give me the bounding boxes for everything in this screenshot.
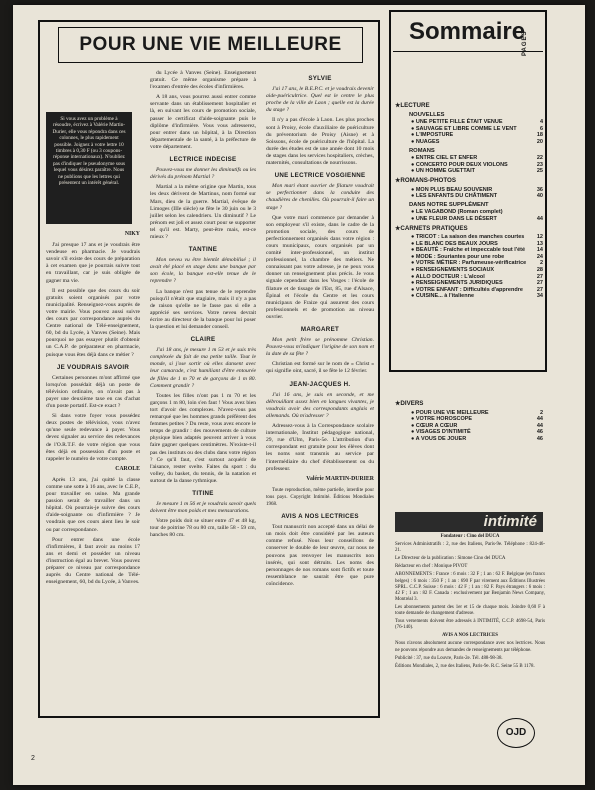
toc-entry-label: ● MON PLUS BEAU SOUVENIR xyxy=(411,186,493,193)
paragraph: Certaines personnes m'ont affirmé que lorsqu'on possédait déjà un poste de télévision ordinaire, on n'avait pas à payer une deuxième taxe en cas d'achat d'un poste portatif. Est-ce exact ? xyxy=(46,374,140,410)
toc-entry-label: ● L'IMPOSTURE xyxy=(411,132,454,139)
letter-heading: UNE LECTRICE VOSGIENNE xyxy=(274,172,366,180)
masthead-line: Les abonnements partent des 1er et 15 de chaque mois. Joindre 0,60 F à toute demande de changement d'adresse. xyxy=(395,604,545,617)
letter-heading: SYLVIE xyxy=(308,75,332,82)
toc-entry-label: ● VOTRE MÉTIER : Parfumeuse-vérificatrice xyxy=(411,260,527,267)
toc-entry-label: ● LE BLANC DES BEAUX JOURS xyxy=(411,240,498,247)
toc-entry xyxy=(395,209,543,216)
pages-label: PAGES xyxy=(522,30,528,56)
toc-entry-label: ● NUAGES xyxy=(411,138,440,145)
paragraph: Toutes les filles n'ont pas 1 m 70 et les garçons 1 m 80, loin s'en faut ! Vous avez bien tort d'avoir des complexes. N'avez-vous pas remarqué que les hommes grands préfèrent des femmes petites ? Du reste, vous avez encore le temps de grandir : des mouvements de culture physique bien adaptés peuvent arriver à vous faire gagner quelques centimètres. N'existe-t-il pas des instituts ou des clubs dans votre région ? Ce qu'il faut, c'est surtout acquérir de l'aisance, rester svelte. Faites du sport : du volley, du basket, du tennis, de la natation et surtout de la danse rythmique. xyxy=(150,392,256,484)
toc-entry-page: 46 xyxy=(536,435,543,442)
table-of-contents xyxy=(395,100,543,300)
toc-entry xyxy=(395,119,543,126)
toc-entry-page: 6 xyxy=(539,125,543,132)
intro-box: Si vous avez un problème à résoudre, écrivez à Valérie Martin-Durier, elle vous répondra dans ces colonnes, le plus rapidement possible. Joignez à votre lettre 10 timbres à 0,30 F (ou 3 coupons-réponse internationaux). N'oubliez pas d'indiquer le pseudonyme sous lequel vous désirez paraître. Nous ne publions que les lettres qui présentent un intérêt général. xyxy=(46,112,132,224)
toc-entry xyxy=(395,162,543,169)
letter-heading: TITINE xyxy=(192,489,214,497)
toc-entry xyxy=(395,132,543,139)
toc-entry-page: 44 xyxy=(536,215,543,222)
letter-heading: JEAN-JACQUES H. xyxy=(289,380,351,388)
ojd-logo: OJD xyxy=(497,718,535,748)
toc-entry-label: ● VOTRE ENFANT : Difficultés d'apprendre xyxy=(411,286,523,293)
masthead-line: Services Administratifs : 2, rue des Italiens, Paris-9e. Téléphone : 824-46-21. xyxy=(395,542,545,554)
paragraph: du Lycée à Vanves (Seine). Enseignement gratuit. Ce même organisme prépare à l'examen d'entrée des écoles d'infirmières. xyxy=(150,70,256,91)
toc-entry-label: ● VOTRE HOROSCOPE xyxy=(411,416,473,423)
masthead-line: Tous versements doivent être adressés à INTIMITÉ, C.C.P. 4698-54, Paris (76-140). xyxy=(395,619,545,631)
toc-entry-page: 13 xyxy=(536,240,543,247)
toc-entry xyxy=(395,216,543,223)
masthead-line: Rédacteur en chef : Monique PIVOT xyxy=(395,564,468,570)
toc-entry-page xyxy=(531,209,543,216)
toc-entry-page: 34 xyxy=(536,293,543,300)
toc-entry-page: 22 xyxy=(536,155,543,162)
toc-entry xyxy=(395,436,543,443)
toc-entry xyxy=(395,267,543,274)
paragraph: Mon petit frère se prénomme Christian. Pouvez-vous m'indiquer l'origine de son nom et la date de sa fête ? xyxy=(266,337,374,358)
toc-entry xyxy=(395,193,543,200)
toc-entry-page: 4 xyxy=(539,119,543,126)
toc-entry-label: ● CŒUR A CŒUR xyxy=(411,422,458,429)
toc-entry-label: ● UNE PETITE FILLE ÉTAIT VENUE xyxy=(411,119,503,126)
masthead-line: Nous n'avons absolument aucune correspondance avec nos lectrices. Nous ne pouvons répondre aux demandes de renseignements par téléphone. xyxy=(395,641,545,653)
toc-entry-page: 44 xyxy=(536,416,543,423)
toc-entry-page: 2 xyxy=(539,409,543,416)
toc-entry xyxy=(395,416,543,423)
signature: Valérie MARTIN-DURIER xyxy=(306,475,374,482)
toc-entry xyxy=(395,280,543,287)
section-lecture: ★ LECTURE xyxy=(395,103,543,110)
text-column-1 xyxy=(46,229,140,589)
toc-entry-label: ● CONCERTO POUR DEUX VIOLONS xyxy=(411,161,508,168)
table-of-contents-divers xyxy=(395,398,543,443)
toc-entry-page: 23 xyxy=(536,161,543,168)
section-romans-photos: ★ ROMANS-PHOTOS xyxy=(395,178,543,185)
toc-entry-label: ● MODE : Souriantes pour une robe xyxy=(411,253,505,260)
paragraph: Mon mari étant ouvrier de filature voudrait se perfectionner dans la conduite des chaudières de chenilles. Où pourrait-il faire un stage ? xyxy=(266,183,374,211)
masthead-line: Éditions Mondiales, 2, rue des Italiens, Paris-9e. R.C. Seine 55 B 1178. xyxy=(395,663,535,669)
paragraph: Mon neveu vu être bientôt démobilisé ; il avait été placé en stage dans une banque par son école, la banque est-elle tenue de le reprendre ? xyxy=(150,257,256,285)
toc-entry xyxy=(395,126,543,133)
masthead-logo: intimité xyxy=(395,512,543,532)
masthead-line: Fondateur : Cino del DUCA xyxy=(440,534,500,539)
toc-entry-page: 36 xyxy=(536,186,543,193)
paragraph: Votre poids doit se situer entre 47 et 48 kg, tour de poitrine 78 ou 80 cm, taille 58 - 59 cm, hanches 80 cm. xyxy=(150,518,256,539)
toc-entry xyxy=(395,293,543,300)
sommaire-title: Sommaire xyxy=(393,13,543,52)
toc-entry xyxy=(395,260,543,267)
toc-entry-page: 44 xyxy=(536,422,543,429)
paragraph: Il est possible que des cours du soir gratuits soient organisés par votre municipalité. Renseignez-vous auprès de votre mairie. Vous pouvez aussi suivre des cours par correspondance auprès du Centre national de Télé-enseignement, 60, bd du Lycée, à Vanves (Seine). Mais pourquoi ne pas essayer plutôt d'obtenir un C.A.P. de préparateur en pharmacie, puisque vous êtes déjà dans ce métier ? xyxy=(46,287,140,358)
toc-entry-page: 27 xyxy=(536,280,543,287)
toc-entry-page: 14 xyxy=(536,247,543,254)
paragraph: La banque n'est pas tenue de le reprendre puisqu'il n'était que stagiaire, mais il n'y a pas de raison qu'elle ne le fasse pas si elle a apprécié ses services. Votre neveu devrait écrire au directeur de la banque pour lui poser la question et lui demander conseil. xyxy=(150,288,256,330)
toc-entry-page: 2 xyxy=(539,260,543,267)
toc-entry-label: ● TRICOT : La saison des manches courtes xyxy=(411,234,525,241)
toc-entry-label: ● ENTRE CIEL ET ENFER xyxy=(411,155,478,162)
paragraph: Il n'y a pas d'école à Laon. Les plus proches sont à Proisy, école d'auxiliaire de puériculture du préventorium de Proisy (Aisne) et à Soissons, école de puériculture de l'hôpital. La durée des études est de une année dont 10 mois de stages dans les services hospitaliers, crèches, maternités, consultations de nourrissons. xyxy=(266,117,374,167)
masthead-line: Publicité : 37, rue du Louvre, Paris-2e. Tél. 488-98-38. xyxy=(395,655,503,661)
toc-entry-label: ● ALLO DOCTEUR : L'alcool xyxy=(411,273,485,280)
paragraph: Je mesure 1 m 56 et je voudrais savoir quels doivent être mon poids et mes mensurations. xyxy=(150,501,256,515)
signature: CAROLE xyxy=(115,465,140,472)
toc-entry-page: 46 xyxy=(536,429,543,436)
letter-heading: CLAIRE xyxy=(190,336,216,344)
toc-entry-label: ● SAUVAGE ET LIBRE COMME LE VENT xyxy=(411,125,517,132)
paragraph: Pouvez-vous me donner les diminutifs ou les dérivés du prénom Martial ? xyxy=(150,167,256,181)
paragraph: Pour entrer dans une école d'infirmières, il faut avoir au moins 17 ans et demi et posséder un niveau d'instruction égal au brevet. Vous pouvez préparer ce niveau par correspondance auprès du Centre national de Télé-enseignement, 60, bd du Lycée, à Vanves. xyxy=(46,536,140,586)
toc-entry-label: ● A VOUS DE JOUER xyxy=(411,435,467,442)
paragraph: J'ai presque 17 ans et je voudrais être vendeuse en pharmacie. Je voudrais savoir s'il existe des cours de préparation à cet examen que je pourrais suivre tout en travaillant, car je suis obligée de gagner ma vie. xyxy=(46,242,140,284)
toc-entry-page: 18 xyxy=(536,132,543,139)
paragraph: A 18 ans, vous pourrez aussi entrer comme servante dans un établissement hospitalier et là, en suivant les cours de promotion sociale, passer le certificat d'aide-soignante puis le diplôme d'infirmière. Vous vous adresserez, pour entrer dans un hôpital, à la Direction départementale de la santé, à la préfecture de votre département. xyxy=(150,94,256,150)
toc-entry-label: ● RENSEIGNEMENTS SOCIAUX xyxy=(411,267,495,274)
paragraph: Adressez-vous à la Correspondance scolaire internationale, Institut pédagogique national, 29, rue d'Ulm, Paris-5e. L'attribution d'un correspondant est gratuite pour les élèves dont les noms sont transmis au service par l'intermédiaire du chef d'établissement ou du professeur. xyxy=(266,423,374,472)
toc-entry-label: ● VISAGES D'INTIMITÉ xyxy=(411,429,471,436)
toc-entry-label: ● UN HOMME GUETTAIT xyxy=(411,168,476,175)
subsection-supplement: DANS NOTRE SUPPLÉMENT xyxy=(409,201,489,208)
letter-heading: AVIS A NOS LECTRICES xyxy=(281,513,359,521)
letter-heading: TANTINE xyxy=(188,246,218,254)
paragraph: Si dans votre foyer vous possédez deux postes de télévision, vous n'avez qu'une seule redevance à payer. Vous devez signaler au service des redevances de l'O.R.T.F. de votre région que vous êtes déjà en possession d'un poste et rappeler le numéro de votre compte. xyxy=(46,413,140,462)
paragraph: J'ai 17 ans, le B.E.P.C. et je voudrais devenir aide-puéricultrice. Quel est le centre le plus proche de la ville de Laon ; quelle est la durée du stage ? xyxy=(266,86,374,114)
toc-entry xyxy=(395,410,543,417)
section-carnets: ★ CARNETS PRATIQUES xyxy=(395,226,543,233)
copyright-note: Toute reproduction, même partielle, interdite pour tous pays. Copyright Intimité. Éditions Mondiales 1968. xyxy=(266,487,374,507)
masthead-line: ABONNEMENTS : France : 6 mois : 32 F ; 1 an : 62 F. Belgique (en francs belges) : 6 mois : 350 F ; 1 an : 690 F par virement aux Éditions Illustrées SPRL. C.C.P. Suisse : 6 mois : 42 F ; 1 an : 82 F. Pays étrangers : 6 mois : 42 F ; 1 an : 82 F. Canada : exclusivement par Benjamin News Company, Montréal 3. xyxy=(395,572,545,602)
toc-entry xyxy=(395,429,543,436)
masthead-text xyxy=(395,534,545,672)
toc-entry-label: ● BEAUTÉ : Fraîche et impeccable tout l'été xyxy=(411,247,526,254)
toc-entry-label: ● LES ENFANTS DU CHÂTIMENT xyxy=(411,193,498,200)
letter-heading: JE VOUDRAIS SAVOIR xyxy=(56,363,130,371)
toc-entry xyxy=(395,168,543,175)
page-title: POUR UNE VIE MEILLEURE xyxy=(58,27,363,63)
toc-entry-label: ● UNE FLEUR DANS LE DÉSERT xyxy=(411,215,497,222)
paragraph: J'ai 16 ans, je suis en seconde, et me débrouillant assez bien en langues vivantes, je voudrais avoir des correspondants anglais et allemands. Où m'adresser ? xyxy=(266,391,374,419)
toc-entry-page: 20 xyxy=(536,138,543,145)
paragraph: Que votre mari commence par demander à son employeur s'il existe, dans le cadre de la promotion sociale, des cours de perfectionnement organisés dans votre région : cours municipaux, cours organisés par un comité inter-professionnel, un institut professionnel, la chambre des métiers. Ne connaissant pas votre adresse, je ne peux vous donner un renseignement plus précis. Je vous signale cependant dans les Vosges : l'école de filature et de tissage de l'Est, 85, rue d'Alsace, Épinal et l'école du Centre et les cours municipaux de Fraize qui assurent des cours professionnels et de promotion au niveau ouvrier. xyxy=(266,214,374,320)
subsection-nouvelles: NOUVELLES xyxy=(409,111,445,118)
toc-entry-label: ● CUISINE... à l'italienne xyxy=(411,293,475,300)
subsection-romans: ROMANS xyxy=(409,147,435,154)
toc-entry-label: ● LE VAGABOND (Roman complet) xyxy=(411,209,503,216)
toc-entry xyxy=(395,234,543,241)
letter-heading: MARGARET xyxy=(300,326,340,333)
section-divers: ★ DIVERS xyxy=(395,401,543,408)
signature: NIKY xyxy=(124,231,140,237)
masthead-line: AVIS A NOS LECTRICES xyxy=(441,633,499,639)
toc-entry xyxy=(395,139,543,146)
toc-entry-page: 28 xyxy=(536,267,543,274)
paragraph: Martial a la même origine que Martin, tous les deux dérivent de Martinus, nom formé sur Mars, dieu de la guerre. Martial, évêque de Limoges (IIIe siècle) se fête le 30 juin ou le 3 juillet selon les calendriers. Un diminutif ? Le prénom est joli et assez court pour se supporter tel qu'il est. Marty, peut-être mais, est-ce mieux ? xyxy=(150,184,256,240)
toc-entry xyxy=(395,155,543,162)
page-number: 2 xyxy=(31,755,35,762)
toc-entry-page: 40 xyxy=(536,193,543,200)
paragraph: Christian est formé sur le nom de « Christ » qui signifie oint, sacré, il se fête le 12 février. xyxy=(266,361,374,375)
paragraph: Tout manuscrit non accepté dans un délai de un mois doit être considéré par les auteurs comme refusé. Nous leur conseillons de conserver le double de leur œuvre, car nous ne pouvons pas renvoyer les manuscrits non insérés, qui sont détruits. Les noms des personnages de nos romans sont fictifs et toute ressemblance ne saurait être que pure coïncidence. xyxy=(266,524,374,587)
toc-entry-page: 27 xyxy=(536,273,543,280)
masthead-line: Le Directeur de la publication : Simone Cino del DUCA xyxy=(395,556,506,562)
text-column-3 xyxy=(266,70,374,591)
paragraph: J'ai 18 ans, je mesure 1 m 53 et je suis très complexée du fait de ma petite taille. Tout le monde, si j'ose sortir où elles dansent avec leur camarade, c'est humiliant d'être entourée de filles de 1 m 70 et de garçons de 1 m 80. Comment grandir ? xyxy=(150,347,256,389)
toc-entry-label: ● RENSEIGNEMENTS JURIDIQUES xyxy=(411,280,503,287)
letter-heading: LECTRICE INDECISE xyxy=(169,156,237,164)
toc-entry-label: ● POUR UNE VIE MEILLEURE xyxy=(411,409,489,416)
toc-entry-page: 12 xyxy=(536,234,543,241)
toc-entry-page: 27 xyxy=(536,286,543,293)
toc-entry xyxy=(395,287,543,294)
text-column-2 xyxy=(150,70,256,543)
paragraph: Après 13 ans, j'ai quitté la classe comme une sotte à 16 ans, avec le C.E.P., pour travailler en usine. Ma grande passion serait de travailler dans un hôpital. Où pourrais-je suivre des cours d'aide-soignante ou d'infirmière ? Je voudrais que ces cours aient lieu le soir ou par correspondance. xyxy=(46,476,140,533)
toc-entry xyxy=(395,274,543,281)
toc-entry-page: 24 xyxy=(536,253,543,260)
toc-entry-page: 25 xyxy=(536,168,543,175)
toc-entry xyxy=(395,247,543,254)
